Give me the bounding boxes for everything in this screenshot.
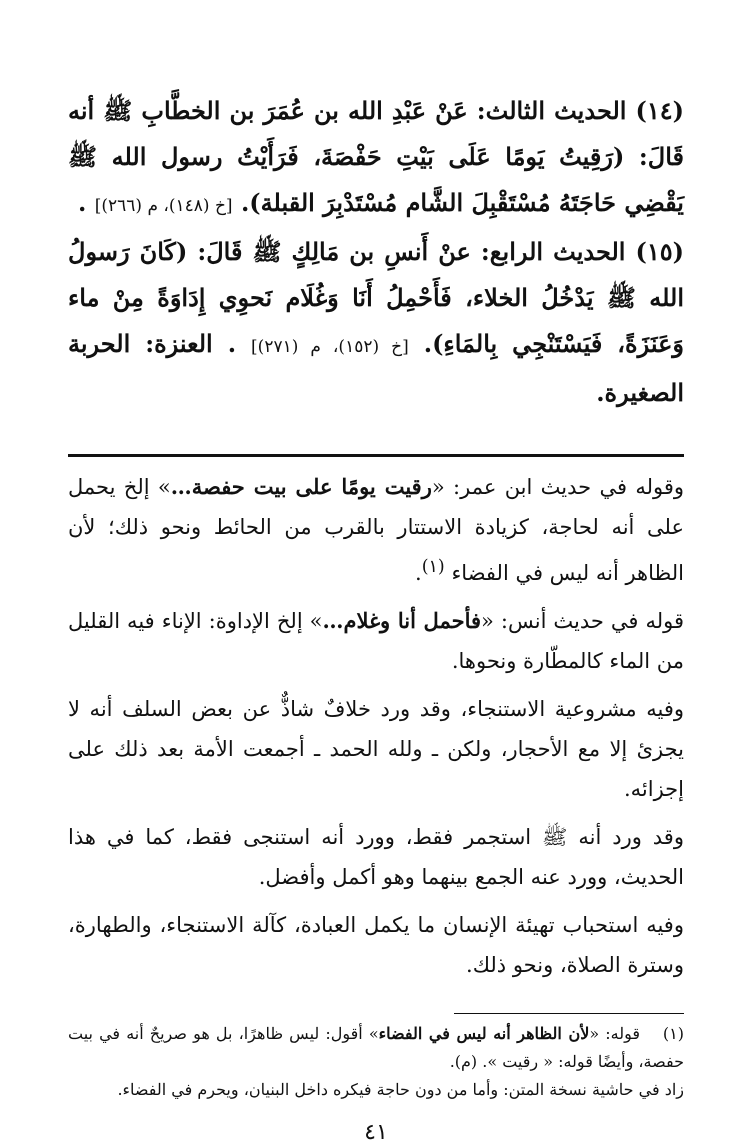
quoted-phrase: رقيت يومًا على بيت حفصة… [170, 474, 432, 499]
margin-note: زاد في حاشية نسخة المتن: وأما من دون حاجة فيكره داخل البنيان، ويحرم في الفضاء. [117, 1080, 684, 1099]
quoted-phrase: لأن الظاهر أنه ليس في الفضاء [378, 1024, 590, 1043]
commentary-paragraph-5: وفيه استحباب تهيئة الإنسان ما يكمل العبادة، كآلة الاستنجاء، والطهارة، وسترة الصلاة، ونحو ذلك. [68, 913, 684, 977]
section-divider [68, 454, 684, 457]
footnote-reference[interactable]: (١) [421, 557, 445, 577]
footnotes-section [68, 1020, 684, 1104]
commentary-text: » إلخ الإداوة: الإناء فيه القليل من الماء كالمطّارة ونحوها. [68, 609, 684, 673]
commentary-paragraph-2 [68, 601, 684, 681]
commentary-text: » إلخ يحمل على أنه لحاجة، كزيادة الاستتار بالقرب من الحائط ونحو ذلك؛ لأن الظاهر أنه ليس في الفضاء [68, 475, 684, 585]
hadith-15 [68, 229, 684, 416]
hadith-text: الحديث الثالث: عَنْ عَبْدِ الله بن عُمَرَ بن الخطَّابِ ﷺ أنه قَالَ: (رَقِيتُ يَومًا عَلَى بَيْتِ حَفْصَةَ، فَرَأَيْتُ رسول الله ﷺ يَقْضِي حَاجَتَهُ مُسْتَقْبِلَ الشَّام مُسْتَدْبِرَ القبلة). [68, 96, 684, 217]
hadith-reference: [خ (١٤٨)، م (٢٦٦)] [94, 196, 233, 216]
hadith-tail: . [78, 188, 87, 217]
commentary-paragraph-3: وفيه مشروعية الاستنجاء، وقد ورد خلافٌ شاذٌّ عن بعض السلف أنه لا يجزئ إلا مع الأحجار، ولكن ـ ولله الحمد ـ أجمعت الأمة بعد ذلك على إجزائه. [68, 697, 684, 801]
commentary-text: وقوله في حديث ابن عمر: « [431, 475, 684, 499]
footnote-1 [68, 1020, 684, 1076]
hadith-number: (١٥) [635, 237, 684, 266]
hadith-number: (١٤) [635, 96, 685, 125]
commentary-text: . [415, 561, 422, 585]
commentary-text: قوله في حديث أنس: « [481, 609, 685, 633]
page-number: ٤١ [364, 1120, 388, 1145]
commentary-paragraph-1 [68, 467, 684, 593]
footnote-separator [454, 1013, 684, 1014]
hadith-reference: [خ (١٥٢)، م (٢٧١)] [251, 337, 409, 357]
hadith-text: الحديث الرابع: عنْ أَنسِ بن مَالِكٍ ﷺ قَالَ: (كَانَ رَسولُ الله ﷺ يَدْخُلُ الخلاء، فَأَحْمِلُ أَنَا وَغُلَام نَحوِي إِدَاوَةً مِنْ ماء وَعَنَزَةً، فَيَسْتَنْجِي بِالمَاءِ). [68, 237, 684, 358]
footnote-text: قوله: « [589, 1024, 640, 1043]
quoted-phrase: فأحمل أنا وغلام… [322, 608, 482, 633]
commentary-section [68, 467, 684, 985]
hadith-section [68, 88, 684, 416]
footnote-number: (١) [662, 1024, 684, 1043]
hadith-14 [68, 88, 684, 229]
commentary-paragraph-4: وقد ورد أنه ﷺ استجمر فقط، وورد أنه استنجى فقط، كما في هذا الحديث، وورد عنه الجمع بينهما وهو أكمل وأفضل. [68, 825, 684, 889]
footnote-text: » أقول: ليس ظاهرًا، بل هو صريحٌ أنه في بيت حفصة، وأيضًا قوله: « رقيت ». (م). [68, 1024, 684, 1071]
hadith-definition: . العنزة: الحربة الصغيرة. [68, 329, 684, 407]
